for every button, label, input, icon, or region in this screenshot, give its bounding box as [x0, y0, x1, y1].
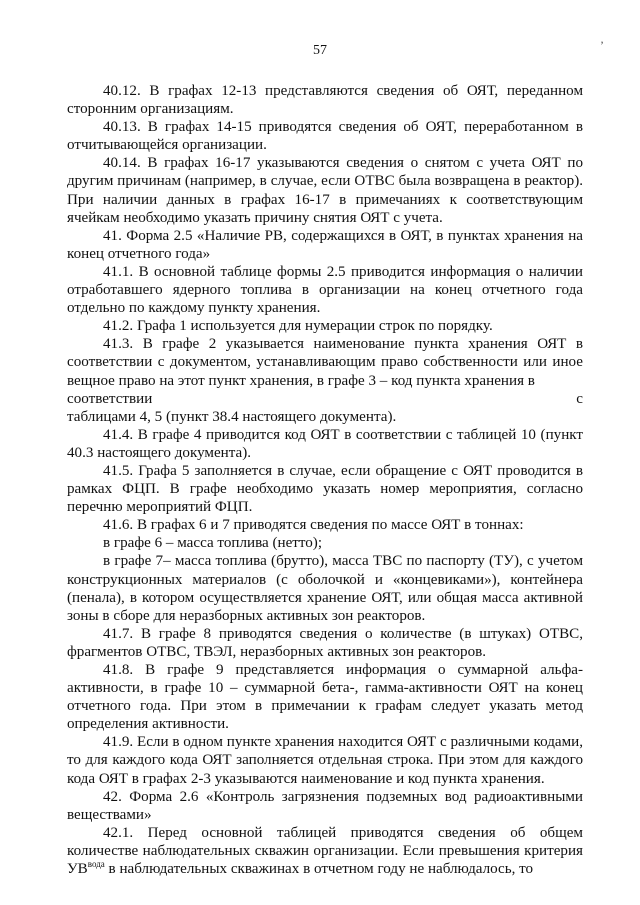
paragraph-42-1-part-a: 42.1. Перед основной таблицей приводятся сведения об общем количестве наблюдательных скважин организации. Если превышения критерия — [67, 824, 583, 859]
paragraph-40-13: 40.13. В графах 14-15 приводятся сведения об ОЯТ, переработанном в отчитывающейся организации. — [67, 119, 583, 154]
paragraph-41-9: 41.9. Если в одном пункте хранения находится ОЯТ с различными кодами, то для каждого кода ОЯТ заполняется отдельная строка. При этом для каждого кода ОЯТ в графах 2-3 указываются наименование и код пункта хранения. — [67, 734, 583, 787]
criterion-uv: УВ — [67, 861, 88, 878]
paragraph-41-2: 41.2. Графа 1 используется для нумерации строк по порядку. — [103, 318, 493, 335]
paragraph-40-12: 40.12. В графах 12-13 представляются сведения об ОЯТ, переданном сторонним организациям. — [67, 83, 583, 118]
paragraph-42-1-part-c: в наблюдательных скважинах в отчетном году не наблюдалось, то — [104, 861, 534, 878]
paragraph-41-7: 41.7. В графе 8 приводятся сведения о количестве (в штуках) ОТВС, фрагментов ОТВС, ТВЭЛ, неразборных активных зон реакторов. — [67, 625, 583, 660]
paragraph-41-4: 41.4. В графе 4 приводится код ОЯТ в соответствии с таблицей 10 (пункт 40.3 настоящего документа). — [67, 426, 583, 461]
paragraph-41-3 — [67, 335, 583, 389]
paragraph-41-6-graph-7: в графе 7– масса топлива (брутто), масса ТВС по паспорту (ТУ), с учетом конструкционных материалов (с оболочкой и «концевиками»), контейнера (пенала), в котором осуществляется хранение ОЯТ, или общая масса активной зоны в сборе для неразборных активных зон реакторов. — [67, 553, 583, 624]
paragraph-41-1: 41.1. В основной таблице формы 2.5 приводится информация о наличии отработавшего ядерного топлива в организации на конец отчетного года отдельно по каждому пункту хранения. — [67, 263, 583, 317]
criterion-uv-superscript: вода — [87, 859, 105, 870]
document-body — [67, 82, 583, 878]
paragraph-41-3-part-b: на этот пункт хранения, в графе 3 – код пункта хранения в — [159, 372, 535, 389]
paragraph-41-8: 41.8. В графе 9 представляется информация о суммарной альфа-активности, в графе 10 – суммарной бета-, гамма-активности ОЯТ на конец отчетного года. При этом в примечании к графам следует указать метод определения активности. — [67, 662, 583, 733]
paragraph-41-3-line — [67, 390, 583, 408]
paragraph-42-1 — [67, 824, 583, 878]
paragraph-41-6: 41.6. В графах 6 и 7 приводятся сведения по массе ОЯТ в тоннах: — [103, 517, 524, 534]
paragraph-41-3-part-a: 41.3. В графе 2 указывается наименование пункта хранения ОЯТ в соответствии с документом, устанавливающим право собственности или иное вещное право — [67, 336, 583, 389]
paragraph-42-heading: 42. Форма 2.6 «Контроль загрязнения подземных вод радиоактивными веществами» — [67, 788, 583, 823]
paragraph-40-14: 40.14. В графах 16-17 указываются сведения о снятом с учета ОЯТ по другим причинам (например, в случае, если ОТВС была возвращена в реактор). При наличии данных в графах 16-17 в примечаниях к соответствующим ячейкам необходимо указать причину снятия ОЯТ с учета. — [67, 155, 583, 226]
paragraph-41-heading: 41. Форма 2.5 «Наличие РВ, содержащихся в ОЯТ, в пунктах хранения на конец отчетного года» — [67, 227, 583, 262]
paragraph-41-3-part-e: таблицами 4, 5 (пункт 38.4 настоящего документа). — [67, 408, 397, 425]
paragraph-41-5: 41.5. Графа 5 заполняется в случае, если обращение с ОЯТ проводится в рамках ФЦП. В графе необходимо указать номер мероприятия, согласно перечню мероприятий ФЦП. — [67, 462, 583, 516]
paragraph-41-3-part-c: соответствии — [67, 390, 153, 407]
margin-mark: ’ — [600, 38, 604, 52]
page-number: 57 — [313, 43, 327, 58]
paragraph-41-3-part-d: с — [576, 390, 583, 407]
paragraph-41-6-graph-6: в графе 6 – масса топлива (нетто); — [103, 535, 323, 552]
